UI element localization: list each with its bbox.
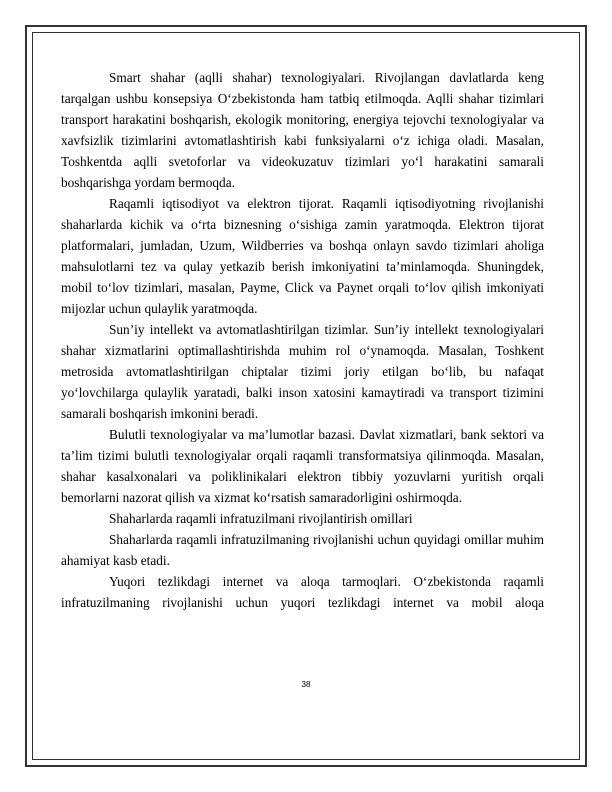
- paragraph-high-speed-internet: Yuqori tezlikdagi internet va aloqa tarmoqlari. O‘zbekistonda raqamli infratuzilmaning rivojlanishi uchun yuqori tezlikdagi internet va mobil aloqa: [61, 574, 544, 610]
- page-number: 38: [301, 680, 311, 689]
- paragraph-smart-city: Smart shahar (aqlli shahar) texnologiyalari. Rivojlangan davlatlarda keng tarqalgan ushbu konsepsiya O‘zbekistonda ham tatbiq etilmoqda. Aqlli shahar tizimlari transport harakatini boshqarish, ekologik monitoring, energiya tejovchi texnologiyalar va xavfsizlik tizimlarini avtomatlashtirish kabi funksiyalarni o‘z ichiga oladi. Masalan, Toshkentda aqlli svetoforlar va videokuzatuv tizimlari yo‘l harakatini samarali boshqarishga yordam bermoqda.: [61, 70, 544, 190]
- document-body: [61, 67, 544, 613]
- section-heading: Shaharlarda raqamli infratuzilmani rivojlantirish omillari: [109, 511, 413, 526]
- paragraph-artificial-intelligence: Sun’iy intellekt va avtomatlashtirilgan tizimlar. Sun’iy intellekt texnologiyalari shahar xizmatlarini optimallashtirishda muhim rol o‘ynamoqda. Masalan, Toshkent metrosida avtomatlashtirilgan chiptalar tizimi joriy etilgan bo‘lib, bu nafaqat yo‘lovchilarga qulaylik yaratadi, balki inson xatosini kamaytiradi va transport tizimini samarali boshqarish imkonini beradi.: [61, 322, 544, 421]
- paragraph-cloud-technologies: Bulutli texnologiyalar va ma’lumotlar bazasi. Davlat xizmatlari, bank sektori va ta’lim tizimi bulutli texnologiyalar orqali raqamli transformatsiya qilinmoqda. Masalan, shahar kasalxonalari va poliklinikalari elektron tibbiy yozuvlarni yuritish orqali bemorlarni nazorat qilish va xizmat ko‘rsatish samaradorligini oshirmoqda.: [61, 427, 544, 505]
- paragraph-factors-intro: Shaharlarda raqamli infratuzilmaning rivojlanishi uchun quyidagi omillar muhim ahamiyat kasb etadi.: [61, 532, 544, 568]
- paragraph-digital-economy: Raqamli iqtisodiyot va elektron tijorat. Raqamli iqtisodiyotning rivojlanishi shaharlarda kichik va o‘rta biznesning o‘sishiga zamin yaratmoqda. Elektron tijorat platformalari, jumladan, Uzum, Wildberries va boshqa onlayn savdo tizimlari aholiga mahsulotlarni tez va qulay yetkazib berish imkoniyatini ta’minlamoqda. Shuningdek, mobil to‘lov tizimlari, masalan, Payme, Click va Paynet orqali to‘lov qilish imkoniyati mijozlar uchun qulaylik yaratmoqda.: [61, 196, 544, 316]
